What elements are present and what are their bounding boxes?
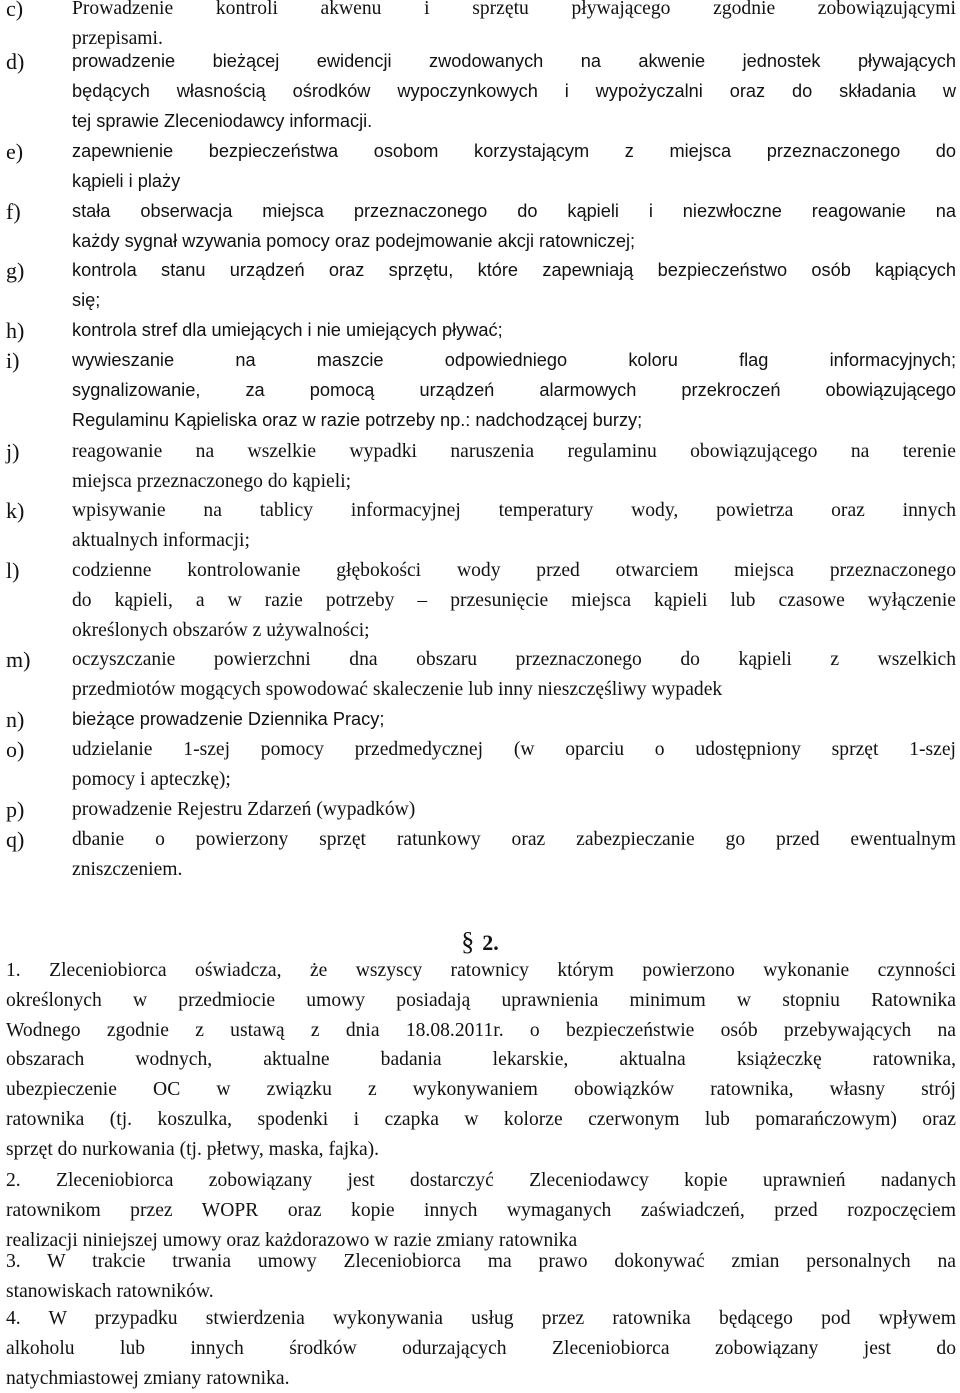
text-line: ratownikom przez WOPR oraz kopie innych wymaganych zaświadczeń, przed rozpoczęciem [6,1199,956,1221]
text-line: dbanie o powierzony sprzęt ratunkowy oraz zabezpieczanie go przed ewentualnym [72,829,956,850]
text-line: codzienne kontrolowanie głębokości wody przed otwarciem miejsca przeznaczonego [72,560,956,581]
list-item-label: h) [6,318,25,343]
text-line: prowadzenie bieżącej ewidencji zwodowanych na akwenie jednostek pływających [72,51,956,71]
list-item [6,256,956,316]
text-line: zapewnienie bezpieczeństwa osobom korzystającym z miejsca przeznaczonego do [72,141,956,161]
list-item [6,825,956,885]
text-line: Prowadzenie kontroli akwenu i sprzętu pływającego zgodnie zobowiązującymi [72,0,956,19]
text-line: stanowiskach ratowników. [6,1280,214,1302]
text-line: obszarach wodnych, aktualne badania lekarskie, aktualna książeczkę ratownika, [6,1049,956,1071]
text-line: pomocy i apteczkę); [72,768,231,790]
list-item-label: l) [6,558,20,583]
list-item-text [72,825,956,885]
text-line: sprzęt do nurkowania (tj. płetwy, maska, fajka). [6,1138,380,1160]
list-item [6,735,956,795]
text-line: aktualnych informacji; [72,529,250,551]
list-item-label: j) [6,439,20,464]
list-item-text [72,437,956,497]
list-item-text [72,705,956,735]
text-line: przedmiotów mogących spowodować skaleczenie lub inny nieszczęśliwy wypadek [72,678,723,700]
list-item [6,705,956,735]
text-line: przepisami. [72,27,163,49]
list-item-text [72,795,956,825]
text-line: kontrola stanu urządzeń oraz sprzętu, które zapewniają bezpieczeństwo osób kąpiących [72,260,956,280]
list-item-label: o) [6,737,25,762]
text-line: Wodnego zgodnie z ustawą z dnia 18.08.2011r. o bezpieczeństwie osób przebywających na [6,1019,956,1041]
list-item [6,197,956,257]
text-line: wywieszanie na maszcie odpowiedniego koloru flag informacyjnych; [72,350,956,370]
list-item [6,795,956,825]
section-mark: § [461,927,475,956]
list-item-label: i) [6,348,20,373]
text-line: każdy sygnał wzywania pomocy oraz podejmowanie akcji ratowniczej; [72,230,636,251]
text-line: stała obserwacja miejsca przeznaczonego do kąpieli i niezwłoczne reagowanie na [72,201,956,221]
list-item-text [72,256,956,316]
section-number: 2. [482,930,499,955]
list-item-text [72,496,956,556]
paragraph [6,956,956,1165]
text-line: natychmiastowej zmiany ratownika. [6,1367,290,1389]
list-item-label: g) [6,258,25,283]
text-line: 3. W trakcie trwania umowy Zleceniobiorca ma prawo dokonywać zmian personalnych na [6,1251,956,1272]
paragraph [6,1166,956,1255]
list-item [6,556,956,645]
text-line: ubezpieczenie OC w związku z wykonywaniem obowiązków ratownika, własny strój [6,1079,956,1101]
list-item-text [72,735,956,795]
list-item-label: m) [6,647,31,672]
list-item-label: e) [6,139,24,164]
list-item [6,437,956,497]
list-item-label: p) [6,797,25,822]
text-line: tej sprawie Zleceniodawcy informacji. [72,110,373,131]
text-line: Regulaminu Kąpieliska oraz w razie potrzeby np.: nadchodzącej burzy; [72,409,643,430]
text-line: alkoholu lub innych środków odurzających Zleceniobiorca zobowiązany jest do [6,1337,956,1359]
text-line: miejsca przeznaczonego do kąpieli; [72,470,352,492]
text-line: się; [72,289,101,310]
list-item [6,0,956,54]
list-item-text [72,556,956,645]
text-line: zniszczeniem. [72,858,183,880]
list-item-text [72,316,956,346]
paragraph [6,1247,956,1307]
text-line: prowadzenie Rejestru Zdarzeń (wypadków) [72,799,416,820]
list-item-text [72,47,956,136]
text-line: określonych obszarów z używalności; [72,619,370,641]
list-item-label: q) [6,827,25,852]
list-item [6,137,956,197]
text-line: do kąpieli, a w razie potrzeby – przesunięcie miejsca kąpieli lub czasowe wyłączenie [72,589,956,611]
list-item [6,316,956,346]
list-item [6,47,956,136]
text-line: będących własnością ośrodków wypoczynkowych i wypożyczalni oraz do składania w [72,80,956,101]
list-item [6,496,956,556]
text-line: realizacji niniejszej umowy oraz każdorazowo w razie zmiany ratownika [6,1229,578,1251]
text-line: 4. W przypadku stwierdzenia wykonywania usług przez ratownika będącego pod wpływem [6,1308,956,1329]
list-item-text [72,137,956,197]
text-line: kąpieli i plaży [72,170,181,191]
list-item-label: c) [6,0,24,21]
list-item-text [72,645,956,705]
paragraph [6,1304,956,1393]
list-item-text [72,346,956,435]
list-item [6,346,956,435]
list-item-label: k) [6,498,25,523]
list-item-label: n) [6,707,25,732]
list-item-label: d) [6,49,25,74]
text-line: 1. Zleceniobiorca oświadcza, że wszyscy ratownicy którym powierzono wykonanie czynności [6,960,956,981]
text-line: ratownika (tj. koszulka, spodenki i czapka w kolorze czerwonym lub pomarańczowym) oraz [6,1108,956,1130]
list-item-text [72,0,956,54]
text-line: wpisywanie na tablicy informacyjnej temperatury wody, powietrza oraz innych [72,500,956,521]
text-line: reagowanie na wszelkie wypadki naruszenia regulaminu obowiązującego na terenie [72,441,956,462]
text-line: sygnalizowanie, za pomocą urządzeń alarmowych przekroczeń obowiązującego [72,379,956,400]
text-line: bieżące prowadzenie Dziennika Pracy; [72,709,385,729]
section-heading [0,928,960,957]
text-line: oczyszczanie powierzchni dna obszaru przeznaczonego do kąpieli z wszelkich [72,649,956,670]
text-line: udzielanie 1-szej pomocy przedmedycznej (w oparciu o udostępniony sprzęt 1-szej [72,739,956,760]
text-line: określonych w przedmiocie umowy posiadają uprawnienia minimum w stopniu Ratownika [6,989,956,1011]
text-line: 2. Zleceniobiorca zobowiązany jest dostarczyć Zleceniodawcy kopie uprawnień nadanych [6,1170,956,1191]
list-item-text [72,197,956,257]
text-line: kontrola stref dla umiejących i nie umiejących pływać; [72,320,503,340]
list-item [6,645,956,705]
list-item-label: f) [6,199,21,224]
